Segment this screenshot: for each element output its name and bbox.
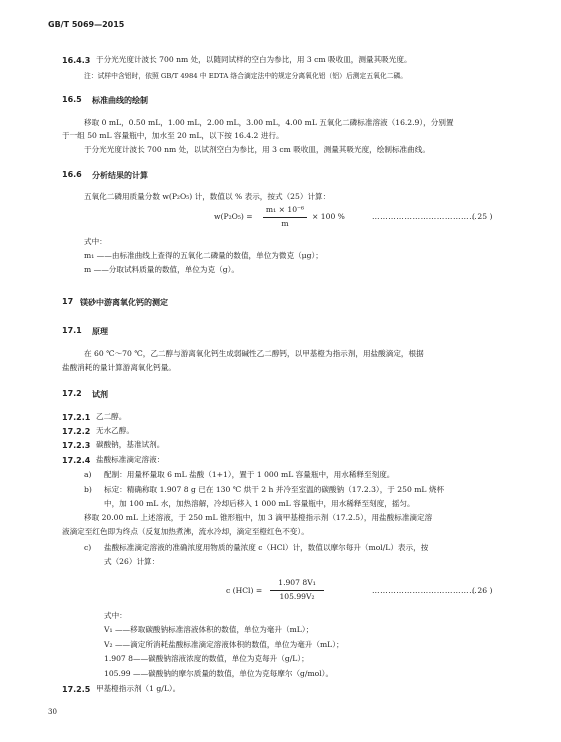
item-17-2-3-text: 碳酸钠，基准试剂。 — [96, 440, 165, 449]
item-number-17-2-3: 17.2.3 — [62, 441, 91, 450]
item-number-17-2-4: 17.2.4 — [62, 456, 91, 465]
section-16-6-title: 分析结果的计算 — [92, 171, 148, 180]
item-17-2-1-text: 乙二醇。 — [96, 412, 127, 421]
section-16-6-def-m: m ——分取试料质量的数值，单位为克（g）。 — [84, 265, 239, 274]
section-17-1-line1: 在 60 ℃～70 ℃，乙二醇与游离氧化钙生成弱碱性乙二醇钙，以甲基橙为指示剂，用盐酸滴定，根据 — [84, 349, 424, 358]
definition-v2: V₂ ——滴定所消耗盐酸标准滴定溶液体积的数值，单位为毫升（mL）； — [104, 640, 344, 649]
formula-26-lhs: c (HCl) = — [226, 586, 263, 595]
formula-26-numerator: 1.907 8V₁ — [278, 578, 316, 587]
formula-26-leader-dots: ………………………………… — [372, 586, 478, 595]
section-16-5-para1-line1: 移取 0 mL，0.50 mL，1.00 mL，2.00 mL，3.00 mL，4.00 mL 五氧化二磷标准溶液（16.2.9），分别置 — [84, 118, 454, 127]
section-17-2-where: 式中： — [104, 611, 127, 620]
list-item-a-text: 配制：用量杯量取 6 mL 盐酸（1+1），置于 1 000 mL 容量瓶中，用水稀释至刻度。 — [104, 470, 395, 479]
formula-25-factor: × 100 % — [312, 212, 345, 221]
section-16-4-3-note: 注：试样中含铝时，依照 GB/T 4984 中 EDTA 络合滴定法中的规定分离氧化铝（铝）后测定五氧化二磷。 — [84, 72, 408, 80]
list-item-c-line2: 式（26）计算： — [104, 557, 160, 566]
section-number-17-2: 17.2 — [62, 389, 82, 398]
list-item-b-line4: 液滴定至红色即为终点（反复加热煮沸，流水冷却，滴定至橙红色不变）。 — [62, 527, 309, 536]
formula-26-number: ( 26 ) — [472, 586, 493, 595]
section-16-5-para2: 于分光光度计波长 700 nm 处，以试剂空白为参比，用 3 cm 吸收皿，测量其吸光度，绘制标准曲线。 — [84, 145, 430, 154]
list-item-b-line2: 中，加 100 mL 水，加热溶解，冷却后移入 1 000 mL 容量瓶中，用水稀释至刻度，摇匀。 — [104, 499, 415, 508]
item-17-2-5-text: 甲基橙指示剂（1 g/L）。 — [96, 684, 181, 693]
item-17-2-2-text: 无水乙醇。 — [96, 426, 134, 435]
formula-25-number: ( 25 ) — [472, 212, 493, 221]
formula-25-lhs: w(P₂O₅) = — [214, 212, 253, 221]
definition-1-9078: 1.907 8——碳酸钠溶液浓度的数值，单位为克每升（g/L）； — [104, 654, 309, 663]
section-16-5-para1-line2: 于一组 50 mL 容量瓶中，加水至 20 mL，以下按 16.4.2 进行。 — [62, 131, 284, 140]
page-number: 30 — [48, 708, 57, 716]
section-16-5-title: 标准曲线的绘制 — [92, 96, 148, 105]
item-17-2-4-text: 盐酸标准滴定溶液： — [96, 455, 165, 464]
standard-number: GB/T 5069—2015 — [48, 20, 125, 29]
item-number-17-2-1: 17.2.1 — [62, 413, 91, 422]
definition-v1: V₁ ——移取碳酸钠标准溶液体积的数值，单位为毫升（mL）； — [104, 625, 314, 634]
list-item-b-line3: 移取 20.00 mL 上述溶液，于 250 mL 锥形瓶中，加 3 滴甲基橙指示剂（17.2.5），用盐酸标准滴定溶 — [84, 513, 433, 522]
section-16-6-where: 式中： — [84, 237, 107, 246]
item-number-17-2-5: 17.2.5 — [62, 685, 91, 694]
list-label-c: c) — [84, 543, 92, 552]
item-number-17-2-2: 17.2.2 — [62, 427, 91, 436]
definition-105-99: 105.99 ——碳酸钠的摩尔质量的数值，单位为克每摩尔（g/mol）。 — [104, 669, 334, 678]
section-16-4-3-text: 于分光光度计波长 700 nm 处，以随同试样的空白为参比，用 3 cm 吸收皿，测量其吸光度。 — [96, 55, 412, 64]
formula-26-denominator: 105.99V₂ — [279, 592, 315, 601]
formula-25-denominator: m — [281, 219, 289, 228]
section-number-16-4-3: 16.4.3 — [62, 56, 91, 65]
formula-25-leader-dots: ………………………………… — [372, 212, 478, 221]
formula-26-fraction-bar — [270, 590, 324, 591]
section-16-6-def-m1: m₁ ——由标准曲线上查得的五氧化二磷量的数值，单位为微克（μg）； — [84, 251, 323, 260]
list-label-b: b) — [84, 485, 92, 494]
section-number-16-6: 16.6 — [62, 170, 82, 179]
section-number-17-1: 17.1 — [62, 326, 82, 335]
section-17-1-line2: 盐酸消耗的量计算游离氧化钙量。 — [62, 363, 176, 372]
section-17-2-title: 试剂 — [92, 390, 108, 399]
list-label-a: a) — [84, 470, 92, 479]
section-16-6-intro: 五氧化二磷用质量分数 w(P₂O₅) 计，数值以 % 表示，按式（25）计算： — [84, 192, 331, 201]
section-number-16-5: 16.5 — [62, 95, 82, 104]
list-item-c-line1: 盐酸标准滴定溶液的准确浓度用物质的量浓度 c（HCl）计，数值以摩尔每升（mol/L）表示，按 — [104, 543, 429, 552]
formula-25-numerator: m₁ × 10⁻⁶ — [265, 205, 305, 214]
formula-25-fraction-bar — [263, 217, 307, 218]
section-17-1-title: 原理 — [92, 327, 108, 336]
section-17-title: 镁砂中游离氧化钙的测定 — [80, 298, 168, 307]
section-number-17: 17 — [62, 297, 74, 306]
list-item-b-line1: 标定：精确称取 1.907 8 g 已在 130 ℃ 烘干 2 h 并冷至室温的碳酸钠（17.2.3），于 250 mL 烧杯 — [104, 485, 445, 494]
